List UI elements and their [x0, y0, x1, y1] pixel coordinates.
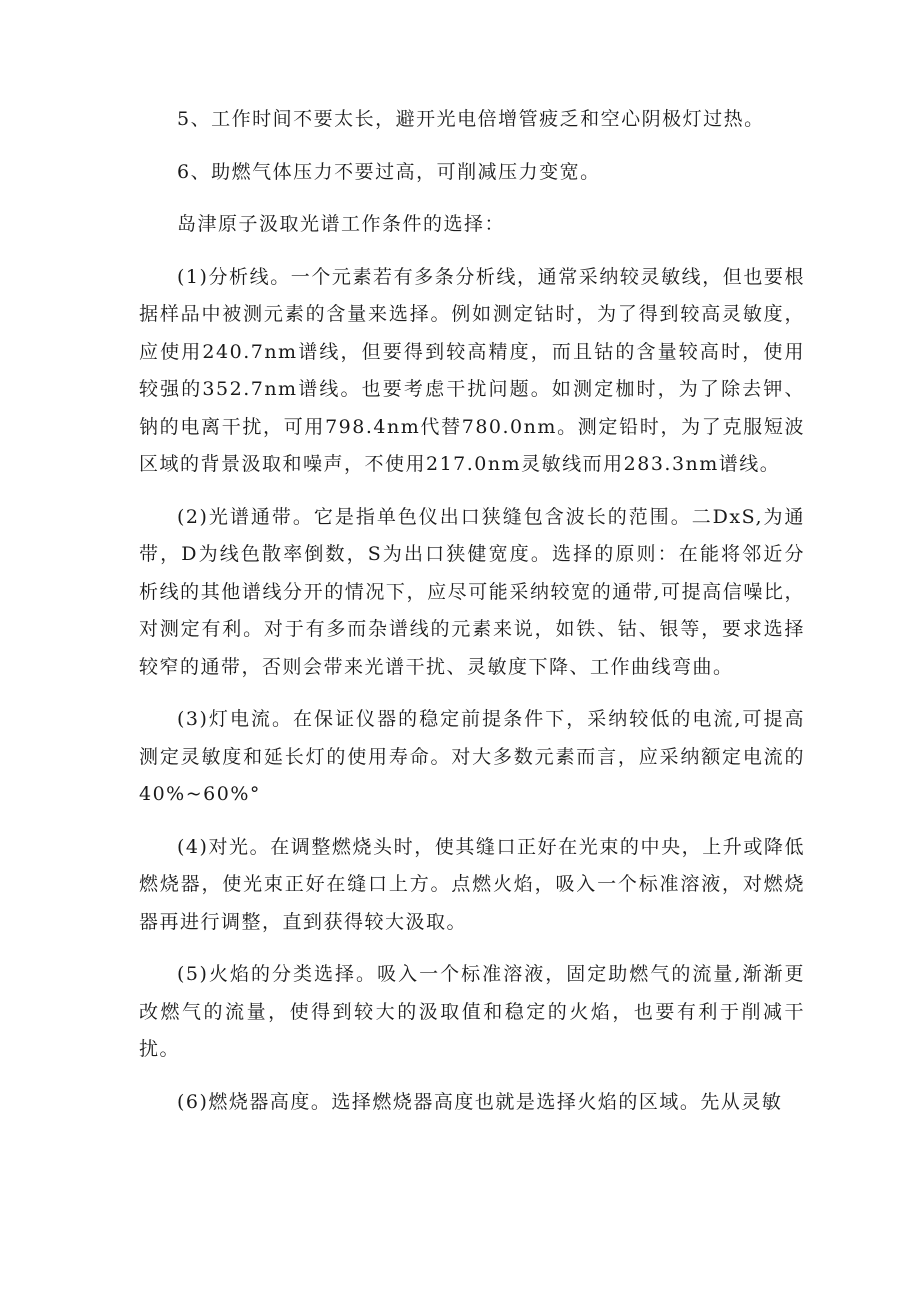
paragraph-flame-selection: (5)火焰的分类选择。吸入一个标准溶液，固定助燃气的流量,渐渐更改燃气的流量，使得到较大的汲取值和稳定的火焰，也要有利于削减干扰。	[139, 963, 805, 1060]
document-body	[139, 101, 805, 1136]
section-heading: 岛津原子汲取光谱工作条件的选择：	[177, 213, 506, 235]
paragraph-6-gas-pressure: 6、助燃气体压力不要过高，可削减压力变宽。	[177, 160, 601, 183]
paragraph-alignment: (4)对光。在调整燃烧头时，使其缝口正好在光束的中央，上升或降低燃烧器，使光束正好在缝口上方。点燃火焰，吸入一个标准溶液，对燃烧器再进行调整，直到获得较大汲取。	[139, 835, 805, 933]
paragraph-lamp-current: (3)灯电流。在保证仪器的稳定前提条件下，采纳较低的电流,可提高测定灵敏度和延长灯的使用寿命。对大多数元素而言，应采纳额定电流的40%~60%°	[139, 708, 805, 805]
paragraph-5-work-time: 5、工作时间不要太长，避开光电倍增管疲乏和空心阴极灯过热。	[177, 108, 765, 130]
paragraph-burner-height: (6)燃烧器高度。选择燃烧器高度也就是选择火焰的区域。先从灵敏	[177, 1090, 783, 1113]
paragraph-analysis-line: (1)分析线。一个元素若有多条分析线，通常采纳较灵敏线，但也要根据样品中被测元素的含量来选择。例如测定钴时，为了得到较高灵敏度，应使用240.7nm谱线，但要得到较高精度，而且钴的含量较高时，使用较强的352.7nm谱线。也要考虑干扰问题。如测定枷时，为了除去钾、钠的电离干扰，可用798.4nm代替780.0nm。测定铅时，为了克服短波区域的背景汲取和噪声，不使用217.0nm灵敏线而用283.3nm谱线。	[139, 265, 805, 475]
paragraph-spectral-bandpass: (2)光谱通带。它是指单色仪出口狭缝包含波长的范围。二DxS,为通带，D为线色散率倒数，S为出口狭健宽度。选择的原则：在能将邻近分析线的其他谱线分开的情况下，应尽可能采纳较宽的通带,可提高信噪比，对测定有利。对于有多而杂谱线的元素来说，如铁、钴、银等，要求选择较窄的通带，否则会带来光谱干扰、灵敏度下降、工作曲线弯曲。	[139, 505, 805, 678]
